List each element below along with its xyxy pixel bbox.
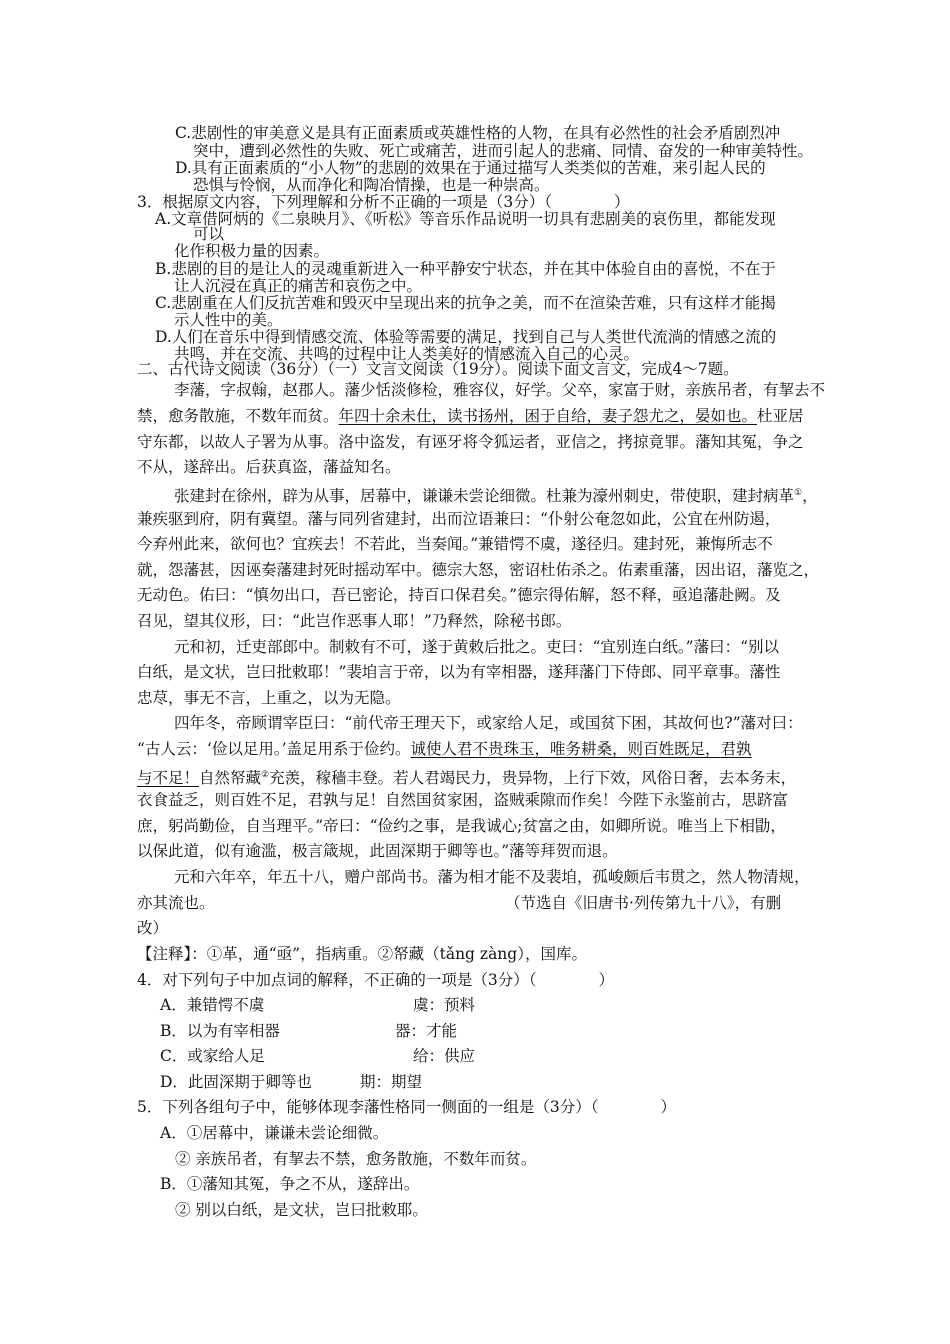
underlined-sentence: 年四十余未仕，读书扬州，困于自给，妻子怨尤之，晏如也。 <box>338 407 758 425</box>
passage-p1-line4: 不从，遂辞出。后获真盗，藩益知名。 <box>137 458 401 476</box>
passage-p2-line6: 召见，望其仪形，曰：“此岂作恶事人耶！”乃释然，除秘书郎。 <box>137 612 572 630</box>
q5-stem: 5．下列各组句子中，能够体现李藩性格同一侧面的一组是（3分）（ ） <box>137 1098 676 1116</box>
q4-option-b: B．以为有宰相器 <box>160 1022 280 1040</box>
passage-p5-line3: 改） <box>137 919 169 937</box>
q5-option-b-line2: ② 别以白纸，是文状，岂曰批敕耶。 <box>175 1201 428 1219</box>
q3-option-a-line2: 可以 <box>193 225 225 243</box>
passage-p1-line1: 李藩，字叔翰，赵郡人。藩少恬淡修检，雅容仪，好学。父卒，家富于财，亲族吊者，有挈去不 <box>174 381 826 399</box>
passage-p2-line5: 无动色。佑曰：“慎勿出口，吾已密论，持百口保君矣。”德宗得佑解，怒不释，亟追藩赴阙。及 <box>137 586 781 604</box>
annotation-notes: 【注释】：①革，通“亟”，指病重。②帑藏（tǎng zàng），国库。 <box>137 945 587 963</box>
q4-option-a: A．兼错愕不虞 <box>160 996 265 1014</box>
passage-p4-line2 <box>137 740 752 758</box>
passage-p5-line1: 元和六年卒，年五十八，赠户部尚书。藩为相才能不及裴垍，孤峻颇后韦贯之，然人物清规， <box>174 868 810 886</box>
q4-option-d: D．此固深期于卿等也 <box>160 1073 312 1091</box>
q4-option-b-gloss: 器：才能 <box>395 1022 458 1040</box>
q5-option-a-line2: ② 亲族吊者，有挈去不禁，愈务散施，不数年而贫。 <box>175 1150 537 1168</box>
q4-option-c-gloss: 给：供应 <box>413 1047 476 1065</box>
q3-option-d-line2: 共鸣，并在交流、共鸣的过程中让人类美好的情感流入自己的心灵。 <box>174 345 640 363</box>
q3-option-b-line2: 让人沉浸在真正的痛苦和哀伤之中。 <box>174 277 423 295</box>
passage-text: 禁，愈务散施，不数年而贫。 <box>137 407 339 425</box>
passage-p4-line3 <box>137 766 796 787</box>
q4-option-d-gloss: 期：期望 <box>360 1073 423 1091</box>
passage-p4-line1: 四年冬，帝顾谓宰臣曰：“前代帝王理天下，或家给人足，或国贫下困，其故何也?”藩对曰： <box>174 714 803 732</box>
q4-option-a-gloss: 虞：预料 <box>413 996 476 1014</box>
q3-option-c-line2: 示人性中的美。 <box>174 311 283 329</box>
passage-p4-line4: 衣食益乏，则百姓不足，君孰与足！自然国贫家困，盗贼乘隙而作矣！今陛下永鉴前古，思跻富 <box>137 791 789 809</box>
passage-text: 张建封在徐州，辟为从事，居幕中，谦谦未尝论细微。杜兼为濠州刺史，带使职，建封病革 <box>174 487 795 506</box>
underlined-sentence: 与不足！ <box>137 769 200 788</box>
q3-option-d-line1: D.人们在音乐中得到情感交流、体验等需要的满足，找到自己与人类世代流淌的情感之流的 <box>155 328 777 346</box>
q2-option-d-line2: 恐惧与怜悯，从而净化和陶冶情操，也是一种崇高。 <box>193 176 550 194</box>
passage-text: “古人云：‘俭以足用。’盖足用系于俭约。 <box>137 740 411 758</box>
passage-p1-line2 <box>137 407 804 425</box>
q5-option-b-line1: B．①藩知其冤，争之不从，遂辞出。 <box>160 1175 420 1193</box>
q3-stem: 3．根据原文内容，下列理解和分析不正确的一项是（3分）（ ） <box>137 193 630 211</box>
passage-p2-line4: 就，怨藩甚，因诬奏藩建封死时摇动军中。德宗大怒，密诏杜佑杀之。佑素重藩，因出诏，藩览之， <box>137 561 820 579</box>
q4-option-c: C．或家给人足 <box>160 1047 265 1065</box>
q3-option-b-line1: B.悲剧的目的是让人的灵魂重新进入一种平静安宁状态，并在其中体验自由的喜悦，不在于 <box>155 260 776 278</box>
passage-p1-line3: 守东都，以故人子署为从事。洛中盗发，有诬牙将令狐运者，亚信之，拷掠竟罪。藩知其冤，争之 <box>137 433 804 451</box>
q3-option-c-line1: C.悲剧重在人们反抗苦难和毁灭中呈现出来的抗争之美，而不在渲染苦难，只有这样才能揭 <box>155 294 776 312</box>
passage-p3-line2: 白纸，是文状，岂曰批敕耶！”裴垍言于帝，以为有宰相器，遂拜藩门下侍郎、同平章事。藩性 <box>137 663 781 681</box>
passage-p2-line2: 兼疾驱到府，阴有冀望。藩与同列省建封，出而泣语兼曰：“仆射公奄忽如此，公宜在州防遏， <box>137 510 781 528</box>
passage-p5-line2a: 亦其流也。 <box>137 894 215 912</box>
passage-p4-line5: 庶，躬尚勤俭，自当理平。”帝曰：“俭约之事，是我诚心;贫富之由，如卿所说。唯当上下相勖， <box>137 817 786 835</box>
passage-p3-line3: 忠荩，事无不言，上重之，以为无隐。 <box>137 689 401 707</box>
passage-p2-line1 <box>174 484 818 505</box>
q2-option-d-line1: D.具有正面素质的“小人物”的悲剧的效果在于通过描写人类类似的苦难，来引起人民的 <box>175 159 766 177</box>
underlined-sentence: 诚使人君不贵珠玉，唯务耕桑，则百姓既足，君孰 <box>410 740 752 758</box>
passage-p3-line1: 元和初，迁吏部郎中。制敕有不可，遂于黄敕后批之。吏曰：“宜别连白纸。”藩曰：“别以 <box>174 638 780 656</box>
passage-text: 杜亚居 <box>757 407 804 425</box>
footnote-marker: ② <box>261 770 270 780</box>
footnote-marker: ① <box>794 488 803 498</box>
q3-option-a-line3: 化作积极力量的因素。 <box>174 242 330 260</box>
passage-text: ， <box>802 487 818 506</box>
passage-p4-line6: 以保此道，似有逾滥，极言箴规，此固深期于卿等也。”藩等拜贺而退。 <box>137 842 618 860</box>
passage-source: （节选自《旧唐书·列传第九十八》，有删 <box>505 894 782 912</box>
q5-option-a-line1: A．①居幕中，谦谦未尝论细微。 <box>160 1124 389 1142</box>
q3-option-a-line1: A.文章借阿炳的《二泉映月》、《听松》等音乐作品说明一切具有悲剧美的哀伤里，都能发现 <box>155 210 776 228</box>
q2-option-c-line1: C.悲剧性的审美意义是具有正面素质或英雄性格的人物，在具有必然性的社会矛盾剧烈冲 <box>175 124 781 142</box>
passage-text: 自然帑藏 <box>199 769 262 788</box>
q2-option-c-line2: 突中，遭到必然性的失败、死亡或痛苦，进而引起人的悲痛、同情、奋发的一种审美特性。 <box>193 142 814 160</box>
section-heading: 二、古代诗文阅读（36分）（一）文言文阅读（19分）。阅读下面文言文，完成4～7题。 <box>137 360 739 378</box>
passage-text: 充羡，稼穑丰登。若人君竭民力，贵异物，上行下效，风俗日奢，去本务末， <box>269 769 797 788</box>
q4-stem: 4．对下列句子中加点词的解释，不正确的一项是（3分）（ ） <box>137 971 614 989</box>
passage-p2-line3: 今弃州此来，欲何也？宜疾去！不若此，当奏闻。”兼错愕不虞，遂径归。建封死，兼悔所志不 <box>137 535 773 553</box>
